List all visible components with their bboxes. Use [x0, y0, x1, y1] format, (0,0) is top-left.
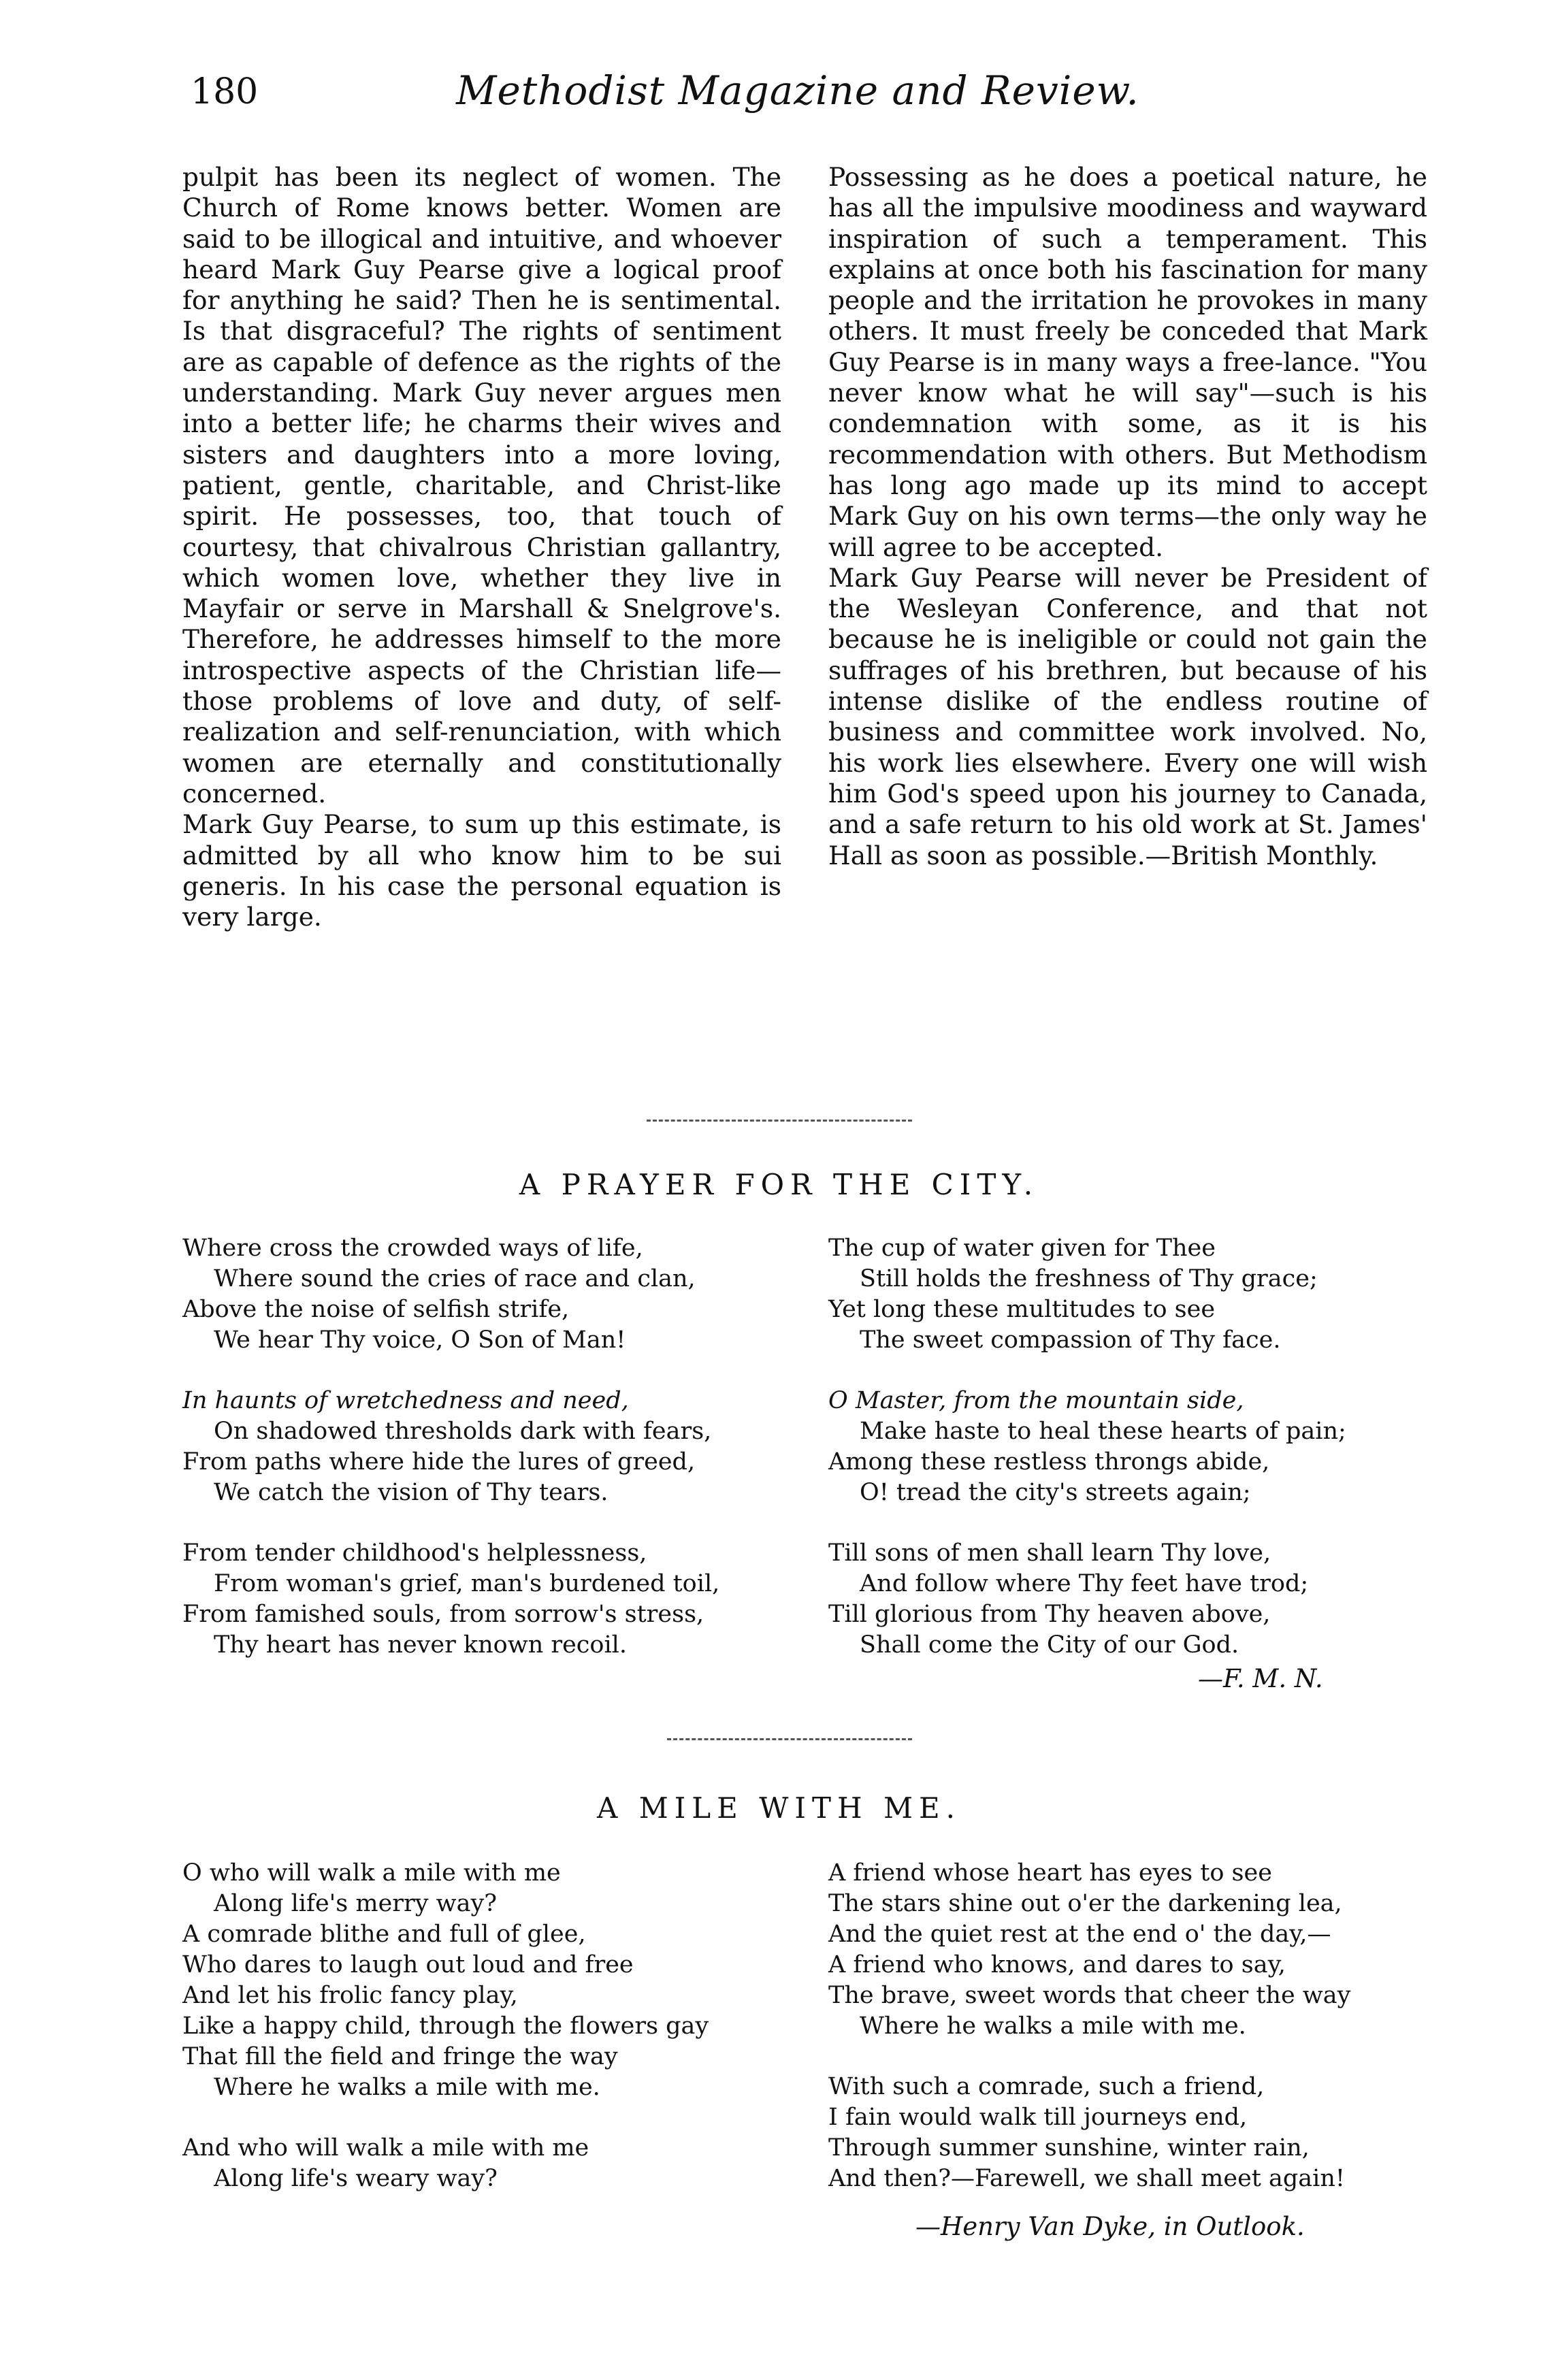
poem-title-prayer-for-the-city: A PRAYER FOR THE CITY. [519, 1168, 1039, 1201]
verse-line: From tender childhood's helplessness, [182, 1539, 647, 1567]
poem2-right-column [828, 1858, 1350, 2224]
poem-title-a-mile-with-me: A MILE WITH ME. [597, 1791, 961, 1825]
verse-line: Yet long these multitudes to see [828, 1296, 1216, 1323]
prose-paragraph: pulpit has been its neglect of women. The Church of Rome knows better. Women are said to be illogical and intuitive, and whoever heard Mark Guy Pearse give a logical proof for anything he said? Then he is sentimental. Is that disgraceful? The rights of sentiment are as capable of defence as the rights of the understanding. Mark Guy never argues men into a better life; he charms their wives and sisters and daughters into a more loving, patient, gentle, charitable, and Christ-like spirit. He possesses, too, that touch of courtesy, that chivalrous Christian gallantry, which women love, whether they live in Mayfair or serve in Marshall & Snelgrove's. Therefore, he addresses himself to the more introspective aspects of the Christian life—those problems of love and duty, of self-realization and self-renunciation, with which women are eternally and constitutionally concerned. [182, 162, 781, 809]
verse-line: Along life's weary way? [214, 2165, 498, 2192]
verse-line: The brave, sweet words that cheer the way [828, 1982, 1351, 2009]
verse-line: From woman's grief, man's burdened toil, [214, 1570, 720, 1597]
poem1-left-column [182, 1233, 719, 1691]
verse-line: And who will walk a mile with me [182, 2134, 589, 2162]
verse-line: The cup of water given for Thee [828, 1235, 1216, 1262]
verse-line: Where he walks a mile with me. [214, 2074, 600, 2101]
verse-line: The stars shine out o'er the darkening lea, [828, 1890, 1342, 1917]
verse-line: Among these restless throngs abide, [828, 1448, 1270, 1476]
verse-line: Thy heart has never known recoil. [214, 1631, 627, 1659]
verse-line: And let his frolic fancy play, [182, 1982, 518, 2009]
verse-line: Like a happy child, through the flowers gay [182, 2012, 709, 2040]
section-divider [647, 1120, 912, 1122]
poem2-left-column [182, 1858, 709, 2224]
verse-line: We catch the vision of Thy tears. [214, 1479, 608, 1506]
verse-line: On shadowed thresholds dark with fears, [214, 1418, 712, 1445]
prose-left-column [182, 162, 781, 932]
running-title: Methodist Magazine and Review. [456, 67, 1139, 114]
verse-line: Above the noise of selfish strife, [182, 1296, 570, 1323]
verse-line: In haunts of wretchedness and need, [182, 1387, 629, 1414]
page-number: 180 [191, 71, 259, 112]
stanza [828, 2072, 1350, 2194]
verse-line: And follow where Thy feet have trod; [860, 1570, 1309, 1597]
verse-line: Till sons of men shall learn Thy love, [828, 1539, 1271, 1567]
stanza [182, 1858, 709, 2103]
page-header [158, 65, 1438, 126]
stanza [182, 1386, 719, 1508]
verse-line: We hear Thy voice, O Son of Man! [214, 1326, 626, 1354]
verse-line: Make haste to heal these hearts of pain; [860, 1418, 1346, 1445]
verse-line: Shall come the City of our God. [860, 1631, 1239, 1659]
stanza [828, 1233, 1346, 1356]
verse-line: Through summer sunshine, winter rain, [828, 2134, 1310, 2162]
verse-line: Along life's merry way? [214, 1890, 498, 1917]
prose-paragraph: Mark Guy Pearse, to sum up this estimate, is admitted by all who know him to be sui generis. In his case the personal equation is very large. [182, 809, 781, 932]
verse-line: A comrade blithe and full of glee, [182, 1921, 586, 1948]
stanza [828, 1858, 1350, 2042]
verse-line: Till glorious from Thy heaven above, [828, 1601, 1271, 1628]
poem1-right-column [828, 1233, 1346, 1691]
verse-line: Still holds the freshness of Thy grace; [860, 1265, 1318, 1292]
poem2-signature: —Henry Van Dyke, in Outlook. [915, 2212, 1305, 2241]
verse-line: O Master, from the mountain side, [828, 1387, 1244, 1414]
stanza [182, 1233, 719, 1356]
verse-line: Where cross the crowded ways of life, [182, 1235, 643, 1262]
stanza [182, 1538, 719, 1661]
verse-line: O who will walk a mile with me [182, 1859, 561, 1887]
verse-line: With such a comrade, such a friend, [828, 2073, 1265, 2100]
verse-line: That fill the field and fringe the way [182, 2043, 618, 2070]
prose-paragraph: Possessing as he does a poetical nature, he has all the impulsive moodiness and wayward inspiration of such a temperament. This explains at once both his fascination for many people and the irritation he provokes in many others. It must freely be conceded that Mark Guy Pearse is in many ways a free-lance. "You never know what he will say"—such is his condemnation with some, as it is his recommendation with others. But Methodism has long ago made up its mind to accept Mark Guy on his own terms—the only way he will agree to be accepted. [828, 162, 1427, 562]
verse-line: O! tread the city's streets again; [860, 1479, 1251, 1506]
verse-line: A friend who knows, and dares to say, [828, 1951, 1286, 1978]
stanza [828, 1386, 1346, 1508]
section-divider [667, 1738, 912, 1740]
verse-line: And the quiet rest at the end o' the day,— [828, 1921, 1331, 1948]
poem1-signature: —F. M. N. [1198, 1664, 1323, 1693]
prose-right-column [828, 162, 1427, 871]
verse-line: I fain would walk till journeys end, [828, 2104, 1248, 2131]
stanza [828, 1538, 1346, 1661]
stanza [182, 2133, 709, 2194]
verse-line: Where he walks a mile with me. [860, 2012, 1246, 2040]
verse-line: A friend whose heart has eyes to see [828, 1859, 1272, 1887]
prose-paragraph: Mark Guy Pearse will never be President of the Wesleyan Conference, and that not because he is ineligible or could not gain the suffrages of his brethren, but because of his intense dislike of the endless routine of business and committee work involved. No, his work lies elsewhere. Every one will wish him God's speed upon his journey to Canada, and a safe return to his old work at St. James' Hall as soon as possible.—British Monthly. [828, 562, 1427, 870]
verse-line: Where sound the cries of race and clan, [214, 1265, 696, 1292]
verse-line: From paths where hide the lures of greed, [182, 1448, 696, 1476]
verse-line: From famished souls, from sorrow's stress, [182, 1601, 704, 1628]
verse-line: And then?—Farewell, we shall meet again! [828, 2165, 1345, 2192]
verse-line: Who dares to laugh out loud and free [182, 1951, 634, 1978]
verse-line: The sweet compassion of Thy face. [860, 1326, 1281, 1354]
